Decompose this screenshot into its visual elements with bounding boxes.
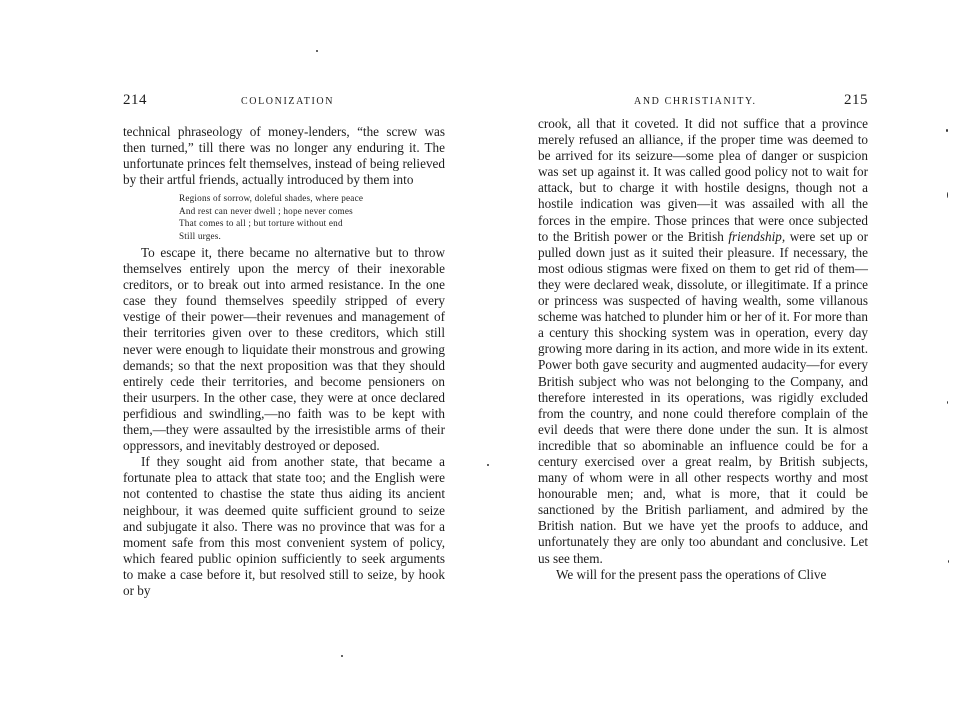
verse-quotation — [179, 192, 445, 242]
scan-speck — [947, 401, 948, 404]
right-body-text — [538, 116, 868, 583]
right-running-head — [538, 92, 868, 112]
verse-line: Regions of sorrow, doleful shades, where peace — [179, 193, 364, 204]
scan-speck — [947, 192, 948, 198]
left-body-text — [123, 124, 445, 599]
italic-emphasis: friendship, — [728, 228, 786, 244]
right-paragraph-2: We will for the present pass the operations of Clive — [556, 566, 827, 582]
running-head-title-right: AND CHRISTIANITY. — [634, 96, 757, 107]
left-paragraph-1: technical phraseology of money-lenders, “the screw was then turned,” till there was no longer any enduring it. The unfortunate princes felt themselves, instead of being relieved by their artful friends, actually introduced by them into — [123, 124, 445, 188]
left-running-head — [123, 92, 445, 112]
scan-speck — [946, 129, 948, 132]
verse-line: That comes to all ; but torture without end — [179, 218, 343, 229]
right-paragraph-1 — [538, 116, 868, 567]
verse-line: And rest can never dwell ; hope never comes — [179, 205, 353, 216]
scan-speck — [487, 464, 489, 466]
scan-speck — [316, 50, 318, 52]
running-head-title-left: COLONIZATION — [241, 96, 335, 107]
scan-speck — [341, 655, 343, 657]
page-number-right: 215 — [844, 92, 868, 108]
scan-speck — [948, 560, 949, 563]
left-paragraph-2: To escape it, there became no alternative but to throw themselves entirely upon the mercy of their inexorable creditors, or to break out into armed resistance. In the one case they found themselves speedily stripped of every vestige of their power—their revenues and management of their territories given over to these creditors, which still never were enough to liquidate their monstrous and growing demands; so that the next proposition was that they should entirely cede their territories, and become pensioners on their usurpers. In the other case, they were at once declared perfidious and swindling,—no faith was to be kept with them,—they were assaulted by the irresistible arms of their oppressors, and inevitably destroyed or deposed. — [123, 245, 445, 454]
left-paragraph-3: If they sought aid from another state, that became a fortunate plea to attack that state too; and the English were not contented to chastise the state thus aiding its ancient neighbour, it was deemed quite sufficient ground to seize and subjugate it also. There was no province that was for a moment safe from this most convenient system of policy, which feared public opinion sufficiently to seek arguments to make a case before it, but resolved still to seize, by hook or by — [123, 454, 445, 598]
paragraph-text-part: crook, all that it coveted. It did not suffice that a province merely refused an alliance, if the proper time was deemed to be arrived for its seizure—some plea of danger or suspicion was set up against it. It was called good policy not to wait for attack, but to charge it with hostile designs, though not a hostile indication was given—it was assailed with all the forces in the empire. Those princes that were once subjected to the British power or the British — [538, 116, 868, 244]
page-number-left: 214 — [123, 92, 147, 108]
paragraph-text-part: were set up or pulled down just as it suited their pleasure. If necessary, the most odious stigmas were fixed on them to get rid of them—they were declared weak, dissolute, or illegitimate. If a prince or princess was suspected of having wealth, some villanous scheme was hatched to plunder him or her of it. For more than a century this shocking system was in operation, every day growing more daring in its action, and more wide in its extent. Power both gave security and augmented audacity—for every British subject who was not belonging to the Company, and therefore interested in its operations, was rigidly excluded from the country, and none could therefore complain of the evil deeds that were there done under the sun. It is almost incredible that so abominable an influence could be for a century exercised over a great realm, by British subjects, many of whom were in all other respects worthy and most honourable men; and, what is more, that it could be sanctioned by the British parliament, and admired by the British nation. But we have yet the proofs to adduce, and unfortunately they are only too abundant and conclusive. Let us see them. — [538, 228, 868, 566]
verse-line: Still urges. — [179, 230, 222, 241]
